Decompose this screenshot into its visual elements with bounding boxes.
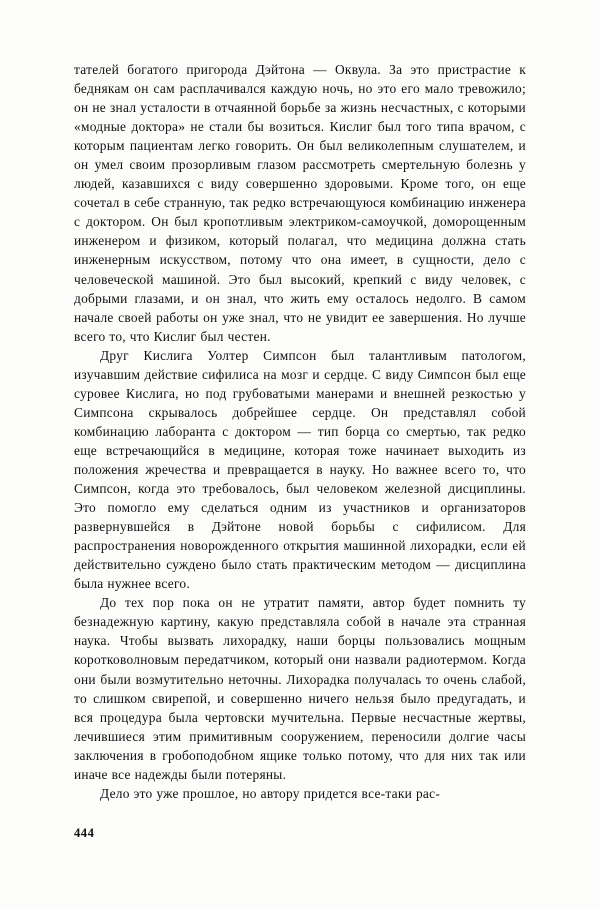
page-number: 444 <box>74 826 95 840</box>
paragraph: До тех пор пока он не утратит памяти, автор будет помнить ту безнадежную картину, какую представляла собой в начале эта странная наука. Чтобы вызвать лихорадку, наши борцы пользовались мощным коротковолновым передатчиком, который они назвали радиотермом. Когда они были возмутительно неточны. Лихорадка получалась то очень слабой, то слишком свирепой, и совершенно ничего нельзя было предугадать, и вся процедура была чертовски мучительна. Первые несчастные жертвы, лечившиеся этим примитивным сооружением, переносили долгие часы заключения в гробоподобном ящике только потому, что для них так или иначе все надежды были потеряны. <box>74 595 526 782</box>
paragraph: тателей богатого пригорода Дэйтона — Оквула. За это пристрастие к беднякам он сам расплачивался каждую ночь, но это его мало тревожило; он не знал усталости в отчаянной борьбе за жизнь несчастных, с которыми «модные доктора» не стали бы возиться. Кислиг был того типа врачом, с которым пациентам легко говорить. Он был великолепным слушателем, и он умел своим прозорливым глазом рассмотреть смертельную болезнь у людей, казавшихся с виду совершенно здоровыми. Кроме того, он еще сочетал в себе странную, так редко встречающуюся комбинацию инженера с доктором. Он был кропотливым электриком-самоучкой, доморощенным инженером и физиком, который полагал, что медицина должна стать инженерным искусством, потому что она имеет, в сущности, дело с человеческой машиной. Это был высокий, крепкий с виду человек, с добрыми глазами, и он знал, что жить ему осталось недолго. В самом начале своей работы он уже знал, что не увидит ее завершения. Но лучше всего то, что Кислиг был честен. <box>74 62 526 344</box>
paragraph: Друг Кислига Уолтер Симпсон был талантливым патологом, изучавшим действие сифилиса на мозг и сердце. С виду Симпсон был еще суровее Кислига, но под грубоватыми манерами и внешней резкостью у Симпсона скрывалось добрейшее сердце. Он представлял собой комбинацию лаборанта с доктором — тип борца со смертью, так редко еще встречающийся в медицине, которая тоже начинает выходить из положения жречества и превращается в науку. Но важнее всего то, что Симпсон, когда это требовалось, был человеком железной дисциплины. Это помогло ему сделаться одним из участников и организаторов развернувшейся в Дэйтоне новой борьбы с сифилисом. Для распространения новорожденного открытия машинной лихорадки, если ей действительно суждено было стать практическим методом — дисциплина была нужнее всего. <box>74 347 526 592</box>
body-text-column <box>74 60 526 803</box>
paragraph: Дело это уже прошлое, но автору придется все-таки рас- <box>100 785 441 801</box>
